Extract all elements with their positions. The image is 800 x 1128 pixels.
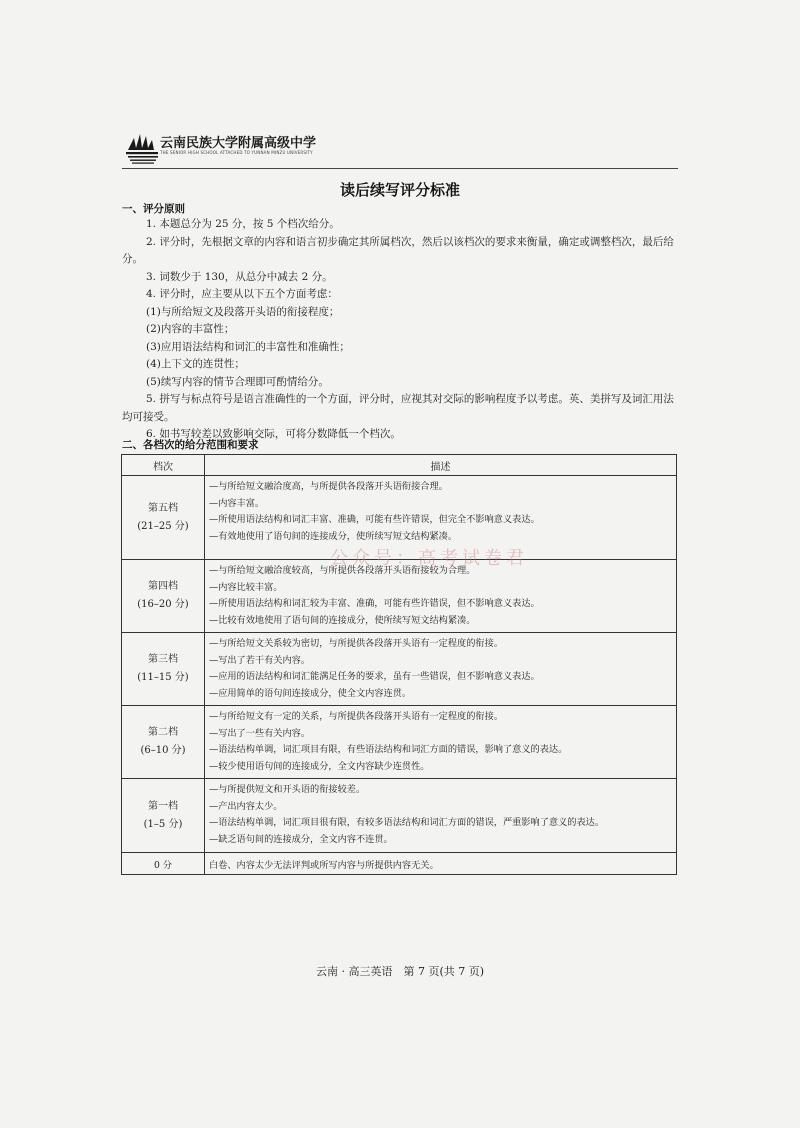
level-description-line: —比较有效地使用了语句间的连接成分，使所续写短文结构紧凑。 [209, 614, 476, 626]
level-range: (11–15 分) [137, 672, 189, 683]
column-header-description: 描述 [205, 455, 677, 476]
level-description-line: —有效地使用了语句间的连接成分，使所续写短文结构紧凑。 [209, 530, 458, 542]
watermark: 公众号：高考试卷君 [330, 548, 528, 569]
principle-item: 4. 评分时，应主要从以下五个方面考虑： [146, 288, 338, 300]
level-description-line: —与所给短文融洽度较高，与所提供各段落开头语衔接较为合理。 [209, 565, 476, 576]
level-range: (1–5 分) [143, 818, 183, 830]
section-heading-principles: 一、评分原则 [122, 203, 185, 215]
principle-item: 5. 拼写与标点符号是语言准确性的一个方面，评分时，应视其对交际的影响程度予以考虑。英、美拼写及词汇用法均可接受。 [122, 393, 674, 423]
table-header-row [122, 455, 677, 476]
level-description-line: —与所提供短文和开头语的衔接较差。 [209, 784, 366, 795]
principle-sub-item: (1)与所给短文及段落开头语的衔接程度； [146, 305, 340, 318]
level-description-line: —与所给短文有一定的关系，与所提供各段落开头语有一定程度的衔接。 [209, 711, 503, 722]
level-range: (6–10 分) [140, 745, 186, 756]
table-row [122, 706, 677, 779]
principles-body [122, 216, 678, 444]
level-description-line: —内容比较丰富。 [209, 581, 283, 593]
level-range: (21–25 分) [137, 520, 189, 532]
principle-sub-item: (4)上下文的连贯性； [146, 358, 245, 370]
section-heading-levels: 二、各档次的给分范围和要求 [122, 439, 259, 451]
table-row [122, 633, 677, 706]
level-description-line: —写出了若干有关内容。 [209, 654, 311, 666]
level-name: 第一档 [148, 800, 178, 812]
principle-item: 6. 如书写较差以致影响交际，可将分数降低一个档次。 [146, 428, 401, 440]
column-header-level: 档次 [122, 455, 205, 476]
level-name: 第二档 [148, 727, 178, 738]
school-logo [126, 130, 356, 170]
level-description-line: —与所给短文关系较为密切，与所提供各段落开头语有一定程度的衔接。 [209, 638, 503, 649]
scoring-table [121, 454, 677, 875]
table-row [122, 560, 677, 633]
level-description-line: —应用简单的语句间连接成分，使全文内容连贯。 [209, 687, 412, 699]
level-description-line: —较少使用语句间的连接成分，全文内容缺少连贯性。 [209, 760, 430, 772]
level-name: 第五档 [148, 502, 178, 514]
level-description-line: —所使用语法结构和词汇丰富、准确，可能有些许错误，但完全不影响意义表达。 [209, 514, 540, 525]
level-name: 第三档 [148, 654, 178, 665]
principle-item: 2. 评分时，先根据文章的内容和语言初步确定其所属档次，然后以该档次的要求来衡量，确定或调整档次，最后给分。 [122, 235, 674, 265]
level-description-line: —产出内容太少。 [209, 800, 283, 812]
level-name: 第四档 [148, 581, 178, 592]
principle-sub-item: (3)应用语法结构和词汇的丰富性和准确性； [146, 340, 350, 353]
principle-item: 1. 本题总分为 25 分，按 5 个档次给分。 [146, 218, 340, 230]
level-description-line: —语法结构单调，词汇项目很有限，有较多语法结构和词汇方面的错误，严重影响了意义的表达。 [209, 817, 605, 828]
principle-item: 3. 词数少于 130，从总分中减去 2 分。 [146, 270, 333, 283]
table-row [122, 779, 677, 853]
school-name: 云南民族大学附属高级中学 [160, 136, 317, 151]
level-range: (16–20 分) [137, 599, 189, 610]
principle-sub-item: (5)续写内容的情节合理即可酌情给分。 [146, 375, 329, 388]
table-row [122, 853, 677, 875]
principle-sub-item: (2)内容的丰富性； [146, 323, 235, 335]
level-description-line: —所使用语法结构和词汇较为丰富、准确，可能有些许错误，但不影响意义表达。 [209, 598, 540, 609]
level-description-line: —与所给短文融洽度高，与所提供各段落开头语衔接合理。 [209, 481, 448, 492]
page-footer: 云南 · 高三英语 第 7 页(共 7 页) [315, 965, 485, 978]
level-description-line: —写出了一些有关内容。 [209, 727, 311, 739]
level-description-line: —内容丰富。 [209, 497, 265, 509]
level-name: 0 分 [122, 853, 205, 875]
header-divider [122, 168, 678, 169]
document-title: 读后续写评分标准 [339, 181, 460, 199]
level-description-line: —应用的语法结构和词汇能满足任务的要求，虽有一些错误，但不影响意义表达。 [209, 671, 540, 682]
school-emblem-icon [126, 130, 160, 166]
level-description-line: 白卷、内容太少无法评判或所写内容与所提供内容无关。 [205, 853, 677, 875]
school-subtitle: THE SENIOR HIGH SCHOOL ATTACHED TO YUNNAN MINZU UNIVERSITY [160, 150, 313, 155]
level-description-line: —语法结构单调，词汇项目有限，有些语法结构和词汇方面的错误，影响了意义的表达。 [209, 744, 568, 755]
level-description-line: —缺乏语句间的连接成分，全文内容不连贯。 [209, 833, 393, 845]
